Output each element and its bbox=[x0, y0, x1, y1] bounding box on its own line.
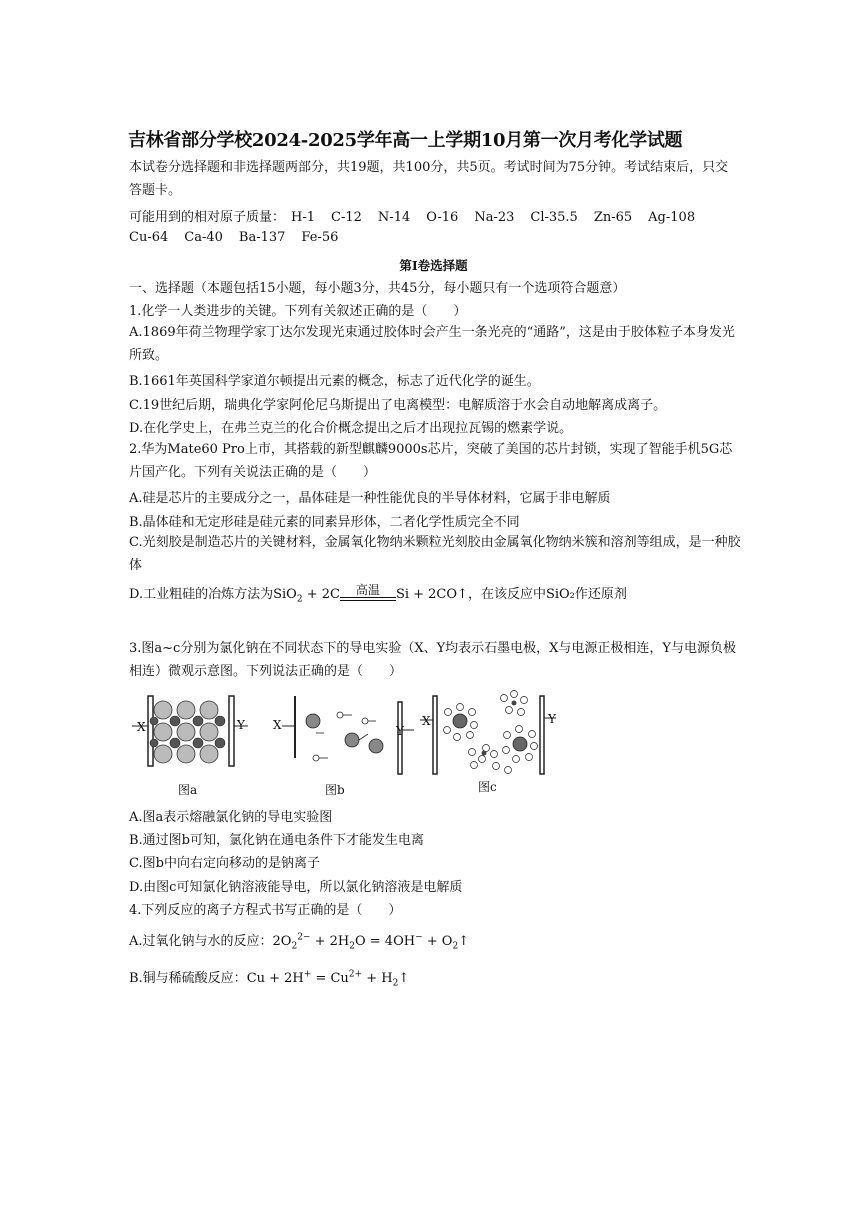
figure-c-diagram bbox=[420, 691, 556, 775]
atomic-mass-label: 可能用到的相对原子质量： bbox=[129, 210, 286, 225]
q3-option-d: D.由图c可知氯化钠溶液能导电，所以氯化钠溶液是电解质 bbox=[129, 880, 463, 895]
atomic-mass: Ag-108 bbox=[648, 210, 696, 225]
atomic-mass-line-2 bbox=[129, 230, 354, 245]
part-heading: 一、选择题（本题包括15小题，每小题3分，共45分，每小题只有一个选项符合题意） bbox=[129, 281, 626, 296]
q4-stem: 4.下列反应的离子方程式书写正确的是（ ） bbox=[129, 903, 402, 918]
electrode-x-label-a: X bbox=[137, 720, 146, 734]
q3-option-c: C.图b中向右定向移动的是钠离子 bbox=[129, 856, 320, 871]
electrode-x-label-c: X bbox=[422, 714, 431, 728]
atomic-mass-line-1 bbox=[129, 206, 711, 225]
q3-option-b: B.通过图b可知，氯化钠在通电条件下才能发生电离 bbox=[129, 833, 425, 848]
q3-stem: 3.图a~c分别为氯化钠在不同状态下的导电实验（X、Y均表示石墨电极，X与电源正极相连，Y与电源负极相连）微观示意图。下列说法正确的是（ ） bbox=[129, 641, 737, 679]
figure-a-diagram bbox=[132, 696, 248, 766]
q1-stem: 1.化学一人类进步的关键。下列有关叙述正确的是（ ） bbox=[129, 304, 467, 319]
reaction-condition-text: 高温 bbox=[355, 582, 380, 597]
atomic-mass: Cl-35.5 bbox=[530, 210, 578, 225]
figure-b-diagram bbox=[282, 696, 414, 774]
atomic-mass: Na-23 bbox=[474, 210, 515, 225]
q1-option-b: B.1661年英国科学家道尔顿提出元素的概念，标志了近代化学的诞生。 bbox=[129, 374, 540, 389]
reaction-condition bbox=[340, 584, 396, 605]
q2-stem: 2.华为Mate60 Pro上市，其搭载的新型麒麟9000s芯片，突破了美国的芯片封锁，实现了智能手机5G芯片国产化。下列有关说法正确的是（ ） bbox=[129, 442, 733, 480]
electrode-y-label-a: Y bbox=[237, 718, 245, 732]
atomic-mass: H-1 bbox=[291, 210, 316, 225]
q2-option-a: A.硅是芯片的主要成分之一，晶体硅是一种性能优良的半导体材料，它属于非电解质 bbox=[129, 491, 611, 506]
q2-option-c: C.光刻胶是制造芯片的关键材料，金属氧化物纳米颗粒光刻胶由金属氧化物纳米簇和溶剂等组成，是一种胶体 bbox=[129, 535, 741, 573]
electrode-y-label-b: Y bbox=[396, 724, 404, 738]
atomic-mass: Zn-65 bbox=[593, 210, 633, 225]
q1-option-c: C.19世纪后期，瑞典化学家阿伦尼乌斯提出了电离模型：电解质溶于水会自动地解离成离子。 bbox=[129, 398, 667, 413]
electrode-y-label-c: Y bbox=[548, 712, 556, 726]
figure-c-label: 图c bbox=[478, 780, 497, 794]
q1-option-a: A.1869年荷兰物理学家丁达尔发现光束通过胶体时会产生一条光亮的“通路”，这是由于胶体粒子本身发光所致。 bbox=[129, 325, 735, 363]
q2-option-d-suffix: ，在该反应中SiO₂作还原剂 bbox=[467, 587, 627, 602]
section-title: 第I卷选择题 bbox=[399, 258, 468, 273]
q1-option-d: D.在化学史上，在弗兰克兰的化合价概念提出之后才出现拉瓦锡的燃素学说。 bbox=[129, 421, 573, 436]
q2-option-d-prefix: D.工业粗硅的冶炼方法为 bbox=[129, 587, 274, 602]
atomic-mass: N-14 bbox=[377, 210, 411, 225]
atomic-mass: C-12 bbox=[331, 210, 362, 225]
atomic-mass: Cu-64 bbox=[129, 230, 169, 245]
atomic-mass: Ba-137 bbox=[238, 230, 286, 245]
q4-option-a: A.过氧化钠与水的反应：$2O_2^{2-} + 2H_2O = 4OH^-$ + $O_2↑$ bbox=[129, 932, 470, 952]
q2-option-d: D.工业粗硅的冶炼方法为SiO$_2$ + 2C 高温 Si + 2CO↑，在该反应中SiO₂作还原剂 bbox=[129, 582, 627, 605]
exam-intro: 本试卷分选择题和非选择题两部分，共19题，共100分，共5页。考试时间为75分钟。考试结束后，只交答题卡。 bbox=[129, 160, 729, 198]
atomic-mass: Fe-56 bbox=[301, 230, 339, 245]
q4-option-a-prefix: A.过氧化钠与水的反应： bbox=[129, 934, 273, 949]
electrode-x-label-b: X bbox=[273, 718, 282, 732]
q3-option-a: A.图a表示熔融氯化钠的导电实验图 bbox=[129, 810, 333, 825]
figure-b-label: 图b bbox=[325, 783, 345, 797]
atomic-mass: O-16 bbox=[426, 210, 459, 225]
q2-option-b: B.晶体硅和无定形硅是硅元素的同素异形体，二者化学性质完全不同 bbox=[129, 515, 520, 530]
figure-a-label: 图a bbox=[178, 783, 198, 797]
nacl-conduction-figure bbox=[130, 688, 570, 798]
exam-title: 吉林省部分学校2024-2025学年高一上学期10月第一次月考化学试题 bbox=[128, 130, 683, 151]
q4-option-b: B.铜与稀硫酸反应：$Cu + 2H^+ = Cu^{2+}$ + $H_2↑$ bbox=[129, 969, 410, 989]
atomic-mass: Ca-40 bbox=[184, 230, 223, 245]
q4-option-b-prefix: B.铜与稀硫酸反应： bbox=[129, 971, 247, 986]
